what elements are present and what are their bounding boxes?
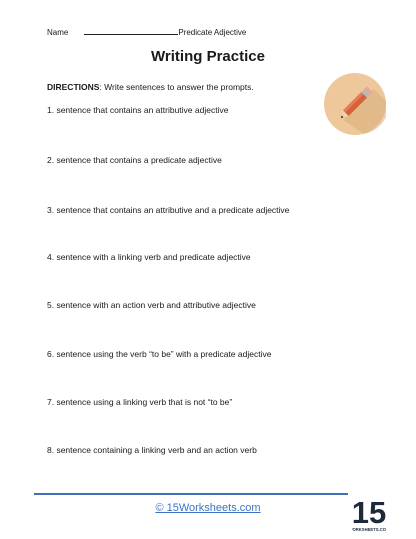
name-label: Name xyxy=(47,28,69,37)
name-blank-line xyxy=(84,25,178,35)
pencil-badge-graphic xyxy=(324,73,386,135)
directions xyxy=(47,82,254,92)
logo-number: 15 xyxy=(352,495,386,530)
pencil-icon xyxy=(324,73,386,135)
topic-label: Predicate Adjective xyxy=(178,28,247,37)
prompt-5: 5. sentence with an action verb and attributive adjective xyxy=(47,300,256,310)
prompt-2: 2. sentence that contains a predicate adjective xyxy=(47,155,222,165)
worksheets-logo xyxy=(352,494,386,534)
prompt-3: 3. sentence that contains an attributive and a predicate adjective xyxy=(47,205,290,215)
prompt-1: 1. sentence that contains an attributive adjective xyxy=(47,105,229,115)
page-title: Writing Practice xyxy=(151,48,265,65)
prompt-6: 6. sentence using the verb “to be” with a predicate adjective xyxy=(47,349,272,359)
logo-graphic xyxy=(352,494,386,534)
footer-link[interactable]: © 15Worksheets.com xyxy=(155,502,261,514)
directions-text: : Write sentences to answer the prompts. xyxy=(99,82,254,92)
footer-divider xyxy=(34,493,348,495)
logo-caption: ORKSHEETS.CO xyxy=(352,527,386,532)
prompt-7: 7. sentence using a linking verb that is not “to be” xyxy=(47,397,233,407)
directions-label: DIRECTIONS xyxy=(47,82,100,92)
prompt-8: 8. sentence containing a linking verb and an action verb xyxy=(47,445,257,455)
worksheet-header xyxy=(47,25,246,37)
prompt-4: 4. sentence with a linking verb and predicate adjective xyxy=(47,252,251,262)
